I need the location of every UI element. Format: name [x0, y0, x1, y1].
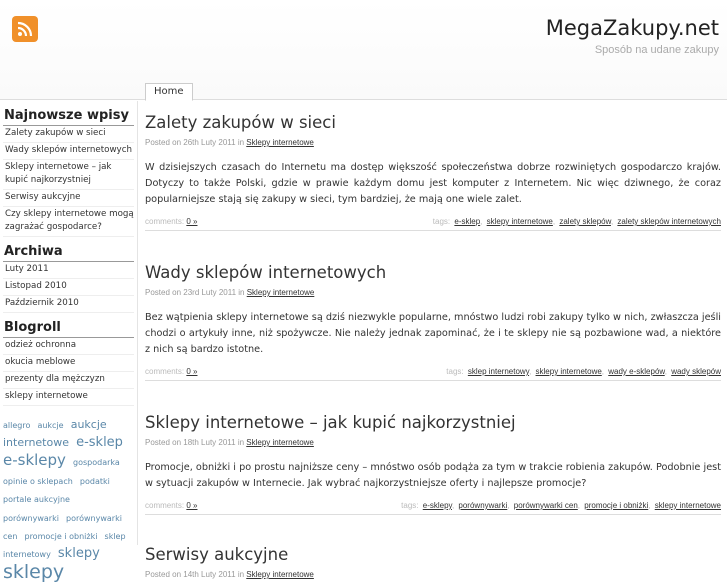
- tag-cloud-link[interactable]: allegro: [3, 421, 31, 430]
- sidebar: [0, 101, 138, 584]
- tag-cloud-link[interactable]: e-sklepy: [3, 451, 66, 470]
- recent-post-link[interactable]: Serwisy aukcyjne: [3, 190, 134, 207]
- tag-link[interactable]: sklepy internetowe: [535, 367, 602, 376]
- post-footer: [145, 499, 721, 515]
- tag-link[interactable]: porównywarki cen: [513, 501, 578, 510]
- post-category-link[interactable]: Sklepy internetowe: [246, 570, 314, 579]
- tag-link[interactable]: promocje i obniżki: [584, 501, 649, 510]
- post-category-link[interactable]: Sklepy internetowe: [246, 288, 315, 297]
- blogroll-link[interactable]: sklepy internetowe: [3, 389, 134, 406]
- archives-widget: [3, 237, 134, 313]
- post-excerpt: Bez wątpienia sklepy internetowe są dziś niezwykle popularne, mnóstwo ludzi robi zakupy tylko w nich, zwłaszcza jeśli chodzi o artykuły inne, niż spożywcze. Nie należy jednak zapominać, że i te sklepy nie są pozbawione wad, a niektóre z nich są bardzo istotne.: [145, 312, 721, 355]
- tag-cloud-link[interactable]: gospodarka: [73, 458, 120, 468]
- post: [145, 113, 721, 231]
- post-meta: [145, 570, 721, 579]
- rss-feed-icon[interactable]: [12, 16, 38, 42]
- archive-link[interactable]: Październik 2010: [3, 296, 134, 313]
- archives-heading: Archiwa: [3, 237, 134, 262]
- tags-label: tags:: [432, 217, 451, 226]
- blogroll-link[interactable]: odzież ochronna: [3, 338, 134, 355]
- blogroll-link[interactable]: prezenty dla mężczyzn: [3, 372, 134, 389]
- recent-posts-heading: Najnowsze wpisy: [3, 101, 134, 126]
- post-date: Posted on 14th Luty 2011 in: [145, 570, 245, 579]
- tag-link[interactable]: sklep internetowy: [467, 367, 530, 376]
- post-meta: [145, 138, 721, 147]
- post-tags: tags: e-sklepy, porównywarki, porównywarki cen, promocje i obniżki, sklepy internetowe: [401, 501, 721, 510]
- tags-label: tags:: [401, 501, 419, 510]
- main-content: [145, 101, 721, 579]
- comments-link[interactable]: 0 »: [186, 367, 198, 376]
- tag-link[interactable]: sklepy internetowe: [654, 501, 721, 510]
- post-category-link[interactable]: Sklepy internetowe: [246, 438, 314, 447]
- tag-cloud-link[interactable]: e-sklep: [76, 435, 123, 451]
- blogroll-link[interactable]: okucia meblowe: [3, 355, 134, 372]
- post-category-link[interactable]: Sklepy internetowe: [246, 138, 314, 147]
- post-excerpt: Promocje, obniżki i po prostu najniższe ceny – mnóstwo osób podąża za tym w trakcie robienia zakupów. Podobnie jest w sytuacji zakupów w Internecie. Jak wybrać najkorzystniejsze oferty i najlepsze promocje?: [145, 462, 721, 489]
- tag-cloud-link[interactable]: promocje i obniżki: [24, 531, 98, 541]
- post-title[interactable]: Sklepy internetowe – jak kupić najkorzystniej: [145, 413, 516, 432]
- tab-home[interactable]: Home: [145, 83, 193, 101]
- post-date: Posted on 18th Luty 2011 in: [145, 438, 245, 447]
- archive-link[interactable]: Listopad 2010: [3, 279, 134, 296]
- tag-cloud-link[interactable]: aukcje internetowe: [3, 418, 107, 450]
- post-excerpt: W dzisiejszych czasach do Internetu ma dostęp większość społeczeństwa dobrze rozwiniętych gospodarczo krajów. Dotyczy to także Polski, gdzie w prawie każdym domu jest komputer z Internetem. Nic więc dziwnego, że coraz popularniejsze stają się zakupy w sieci, tym bardziej, że mają one wiele zalet.: [145, 162, 721, 205]
- comments-label: comments:: [145, 501, 185, 510]
- tag-cloud-link[interactable]: podatki: [79, 476, 110, 486]
- post-date: Posted on 23rd Luty 2011 in: [145, 288, 245, 297]
- site-title[interactable]: MegaZakupy.net: [545, 16, 719, 40]
- tag-cloud-link[interactable]: sklepy: [3, 561, 65, 584]
- tag-cloud-link[interactable]: aukcje: [37, 421, 64, 430]
- blogroll-widget: [3, 313, 134, 406]
- tags-label: tags:: [446, 367, 464, 376]
- recent-posts-widget: [3, 101, 134, 237]
- post-meta: [145, 288, 721, 297]
- tag-cloud-link[interactable]: portale aukcyjne: [3, 495, 70, 505]
- tag-link[interactable]: wady e-sklepów: [608, 367, 665, 376]
- tag-link[interactable]: zalety sklepów: [559, 217, 611, 226]
- comments-label: comments:: [145, 217, 185, 226]
- comments-link[interactable]: 0 »: [186, 501, 198, 510]
- post-tags: tags: e-sklep, sklepy internetowe, zalety sklepów, zalety sklepów internetowych: [432, 217, 721, 226]
- tag-cloud-link[interactable]: opinie o sklepach: [3, 476, 73, 486]
- blogroll-heading: Blogroll: [3, 313, 134, 338]
- post: [145, 413, 721, 515]
- post-title[interactable]: Serwisy aukcyjne: [145, 545, 289, 564]
- post-footer: [145, 215, 721, 231]
- tag-link[interactable]: e-sklep: [454, 217, 481, 226]
- post: [145, 545, 721, 579]
- tag-cloud-link[interactable]: sklepy: [57, 546, 100, 562]
- tag-link[interactable]: wady sklepów: [671, 367, 721, 376]
- tag-cloud-link[interactable]: porównywarki cen: [3, 513, 122, 541]
- post-date: Posted on 26th Luty 2011 in: [145, 138, 245, 147]
- post-title[interactable]: Zalety zakupów w sieci: [145, 113, 336, 132]
- comments-link[interactable]: 0 »: [186, 217, 198, 226]
- recent-post-link[interactable]: Wady sklepów internetowych: [3, 143, 134, 160]
- post-meta: [145, 438, 721, 447]
- comments-label: comments:: [145, 367, 185, 376]
- comments-info: [145, 501, 197, 510]
- post: [145, 263, 721, 381]
- tag-cloud-link[interactable]: sklep internetowy: [3, 531, 126, 560]
- archive-link[interactable]: Luty 2011: [3, 262, 134, 279]
- comments-info: [145, 217, 197, 226]
- site-description: Sposób na udane zakupy: [594, 44, 719, 56]
- tag-link[interactable]: porównywarki: [458, 501, 508, 510]
- tag-cloud-link[interactable]: porównywarki: [3, 513, 59, 523]
- post-title[interactable]: Wady sklepów internetowych: [145, 263, 387, 282]
- comments-info: [145, 367, 197, 376]
- tag-link[interactable]: e-sklepy: [422, 501, 452, 510]
- recent-post-link[interactable]: Czy sklepy internetowe mogą zagrażać gospodarce?: [3, 207, 134, 237]
- tag-link[interactable]: zalety sklepów internetowych: [617, 217, 721, 226]
- post-tags: tags: sklep internetowy, sklepy internetowe, wady e-sklepów, wady sklepów: [446, 367, 721, 376]
- site-header: [0, 0, 727, 100]
- tag-link[interactable]: sklepy internetowe: [486, 217, 553, 226]
- recent-post-link[interactable]: Sklepy internetowe – jak kupić najkorzystniej: [3, 160, 134, 190]
- tag-cloud: [3, 414, 134, 584]
- post-footer: [145, 365, 721, 381]
- rss-glyph-icon: [16, 20, 34, 38]
- recent-post-link[interactable]: Zalety zakupów w sieci: [3, 126, 134, 143]
